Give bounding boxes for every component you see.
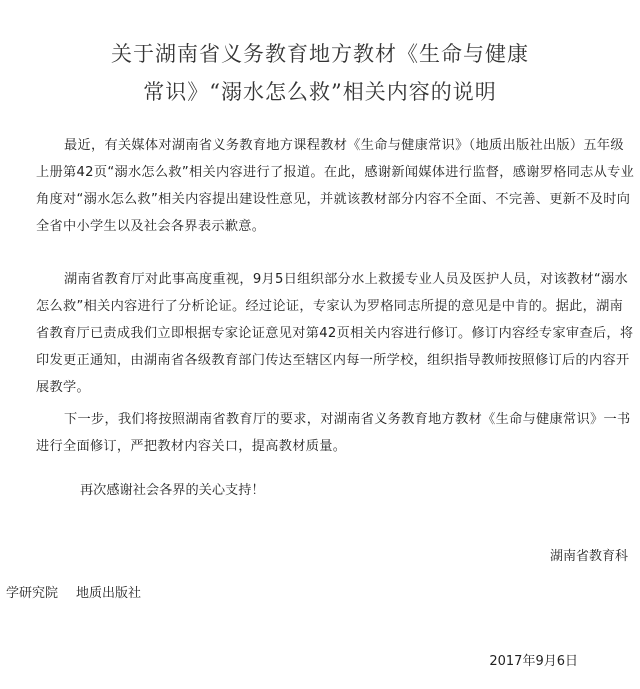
- body-paragraph-1: [36, 132, 636, 240]
- document-date: 2017年9月6日: [489, 654, 578, 669]
- body-paragraph-3: [36, 406, 636, 460]
- document-title-line-1: 关于湖南省义务教育地方教材《生命与健康: [111, 42, 529, 66]
- signature-org-part-1: 湖南省教育科: [549, 549, 628, 564]
- signature-org-part-2: 学研究院: [6, 586, 59, 601]
- document-title-line-2: 常识》“溺水怎么救”相关内容的说明: [143, 80, 497, 104]
- body-paragraph-3-text: 下一步，我们将按照湖南省教育厅的要求，对湖南省义务教育地方教材《生命与健康常识》一书进行全面修订，严把教材内容关口，提高教材质量。: [36, 412, 631, 454]
- closing-thanks: 再次感谢社会各界的关心支持！: [80, 483, 265, 498]
- body-paragraph-1-text: 最近，有关媒体对湖南省义务教育地方课程教材《生命与健康常识》（地质出版社出版）五年级上册第42页“溺水怎么救”相关内容进行了报道。在此，感谢新闻媒体进行监督，感谢罗格同志从专业角度对“溺水怎么救”相关内容提出建设性意见，并就该教材部分内容不全面、不完善、更新不及时向全省中小学生以及社会各界表示歉意。: [36, 138, 635, 234]
- signature-line: [6, 584, 141, 604]
- signature-publisher: 地质出版社: [76, 586, 142, 601]
- body-paragraph-2: [36, 266, 636, 401]
- body-paragraph-2-text: 湖南省教育厅对此事高度重视，9月5日组织部分水上救援专业人员及医护人员，对该教材“溺水怎么救”相关内容进行了分析论证。经过论证，专家认为罗格同志所提的意见是中肯的。据此，湖南省教育厅已责成我们立即根据专家论证意见对第42页相关内容进行修订。修订内容经专家审查后，将印发更正通知，由湖南省各级教育部门传达至辖区内每一所学校，组织指导教师按照修订后的内容开展教学。: [36, 272, 634, 395]
